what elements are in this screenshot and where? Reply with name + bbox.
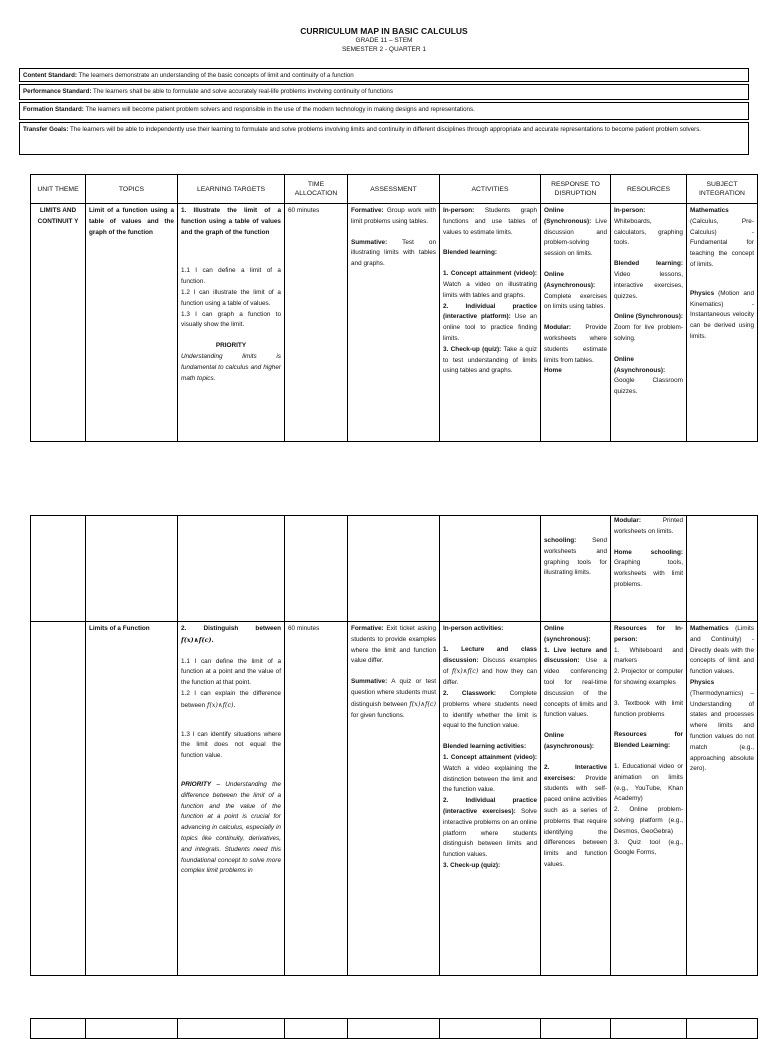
response-to-disruption: schooling: Send worksheets and graphing tools for illustrating limits.	[541, 516, 611, 622]
col-unit-theme: UNIT THEME	[31, 175, 86, 204]
response-to-disruption: Online (synchronous): 1. Live lecture and discussion: Use a video conferencing tool for real-time discussion of the concepts of limits and function values. Online (asynchronous): 2. Interactive exercises: Provide students with self-paced online activities such as a series of problems that require identifying the differences between limits and function values.	[541, 622, 611, 976]
col-response-disruption: RESPONSE TO DISRUPTION	[541, 175, 611, 204]
col-learning-targets: LEARNING TARGETS	[178, 175, 285, 204]
table-row	[31, 516, 758, 622]
time-allocation: 60 minutes	[285, 204, 348, 442]
content-standard: Content Standard: The learners demonstrate an understanding of the basic concepts of limit and continuity of a function	[19, 68, 749, 82]
resources: Resources for In-person: 1. Whiteboard and markers 2. Projector or computer for showing examples 3. Textbook with limit function problems Resources for Blended Learning: 1. Educational video or animation on limits (e.g., YouTube, Khan Academy) 2. Online problem-solving platform (e.g., Desmos, GeoGebra) 3. Quiz tool (e.g., Google Forms,	[611, 622, 687, 976]
response-to-disruption: Online (Synchronous): Live discussion and problem-solving session on limits. Online (Asynchronous): Complete exercises on limits using tables. Modular: Provide worksheets where students estimate limits from tables. Home	[541, 204, 611, 442]
col-resources: RESOURCES	[611, 175, 687, 204]
table-header-row	[31, 175, 758, 204]
topic: Limit of a function using a table of values and the graph of the function	[86, 204, 178, 442]
col-activities: ACTIVITIES	[440, 175, 541, 204]
curriculum-table-3	[30, 1018, 758, 1039]
document-title: CURRICULUM MAP IN BASIC CALCULUS	[300, 26, 468, 36]
semester-line: SEMESTER 2 - QUARTER 1	[341, 46, 427, 53]
col-time-allocation: TIME ALLOCATION	[285, 175, 348, 204]
table-row	[31, 622, 758, 976]
performance-standard: Performance Standard: The learners shall be able to formulate and solve accurately real-life problems involving continuity of functions	[19, 84, 749, 100]
activities: In-person activities: 1. Lecture and class discussion: Discuss examples of f(x)∧f(c) and how they can differ. 2. Classwork: Complete problems where students need to identify whether the limit is equal to the function value. Blended learning activities: 1. Concept attainment (video): Watch a video explaining the distinction between the limit and the function value. 2. Individual practice (interactive exercises): Solve interactive problems on an online platform where students distinguish between limits and function values. 3. Check-up (quiz):	[440, 622, 541, 976]
formation-standard: Formation Standard: The learners will become patient problem solvers and responsible in the use of the modern technology in making designs and representations.	[19, 102, 749, 120]
activities: In-person: Students graph functions and use tables of values to estimate limits. Blended learning: 1. Concept attainment (video): Watch a video on illustrating limits with tables and graphs. 2. Individual practice (interactive platform): Use an online tool to practice finding limits. 3. Check-up (quiz): Take a quiz to test understanding of limits using tables and graphs.	[440, 204, 541, 442]
col-subject-integration: SUBJECT INTEGRATION	[687, 175, 758, 204]
subject-integration: Mathematics (Limits and Continuity) - Directly deals with the concepts of limit and function values. Physics (Thermodynamics) – Understanding of states and processes where limits and function values do not match (e.g., approaching absolute zero).	[687, 622, 758, 976]
col-topics: TOPICS	[86, 175, 178, 204]
assessment: Formative: Group work with limit problems using tables. Summative: Test on illustrating limits with tables and graphs.	[348, 204, 440, 442]
curriculum-table-1	[30, 174, 758, 442]
col-assessment: ASSESSMENT	[348, 175, 440, 204]
assessment: Formative: Exit ticket asking students to provide examples where the limit and function value differ. Summative: A quiz or test question where students must distinguish between f(x)∧f(c) for given functions.	[348, 622, 440, 976]
transfer-goals: Transfer Goals: The learners will be able to independently use their learning to formulate and solve problems involving limits and continuity in different disciplines through appropriate and accurate representations to become patient problem solvers.	[19, 122, 749, 155]
subject-integration: Mathematics (Calculus, Pre-Calculus) - Fundamental for teaching the concept of limits. Physics (Motion and Kinematics) - Instantaneous velocity can be derived using limits.	[687, 204, 758, 442]
table-row	[31, 204, 758, 442]
table-row	[31, 1019, 758, 1039]
time-allocation: 60 minutes	[285, 622, 348, 976]
learning-targets: 2. Distinguish between f(x)∧f(c). 1.1 I can define the limit of a function at a point and the value of the function at that point. 1.2 I can explain the difference between f(x)∧f(c). 1.3 I can identify situations where the limit does not equal the function value. PRIORITY – Understanding the difference between the limit of a function and the value of the function at a point is crucial for advancing in calculus, especially in topics like continuity, derivatives, and integrals. Students need this foundational concept to solve more complex limit problems in	[178, 622, 285, 976]
learning-targets: 1. Illustrate the limit of a function using a table of values and the graph of the function 1.1 I can define a limit of a function. 1.2 I can illustrate the limit of a function using a table of values. 1.3 I can graph a function to visually show the limit. PRIORITY Understanding limits is fundamental to calculus and higher math topics.	[178, 204, 285, 442]
resources: In-person: Whiteboards, calculators, graphing tools. Blended learning: Video lessons, interactive exercises, quizzes. Online (Synchronous): Zoom for live problem-solving. Online (Asynchronous): Google Classroom quizzes.	[611, 204, 687, 442]
unit-theme: LIMITS AND CONTINUIT Y	[31, 204, 86, 442]
resources: Modular: Printed worksheets on limits. Home schooling: Graphing tools, worksheets with limit problems.	[611, 516, 687, 622]
topic: Limits of a Function	[86, 622, 178, 976]
grade-line: GRADE 11 – STEM	[355, 37, 413, 44]
curriculum-table-2	[30, 515, 758, 976]
